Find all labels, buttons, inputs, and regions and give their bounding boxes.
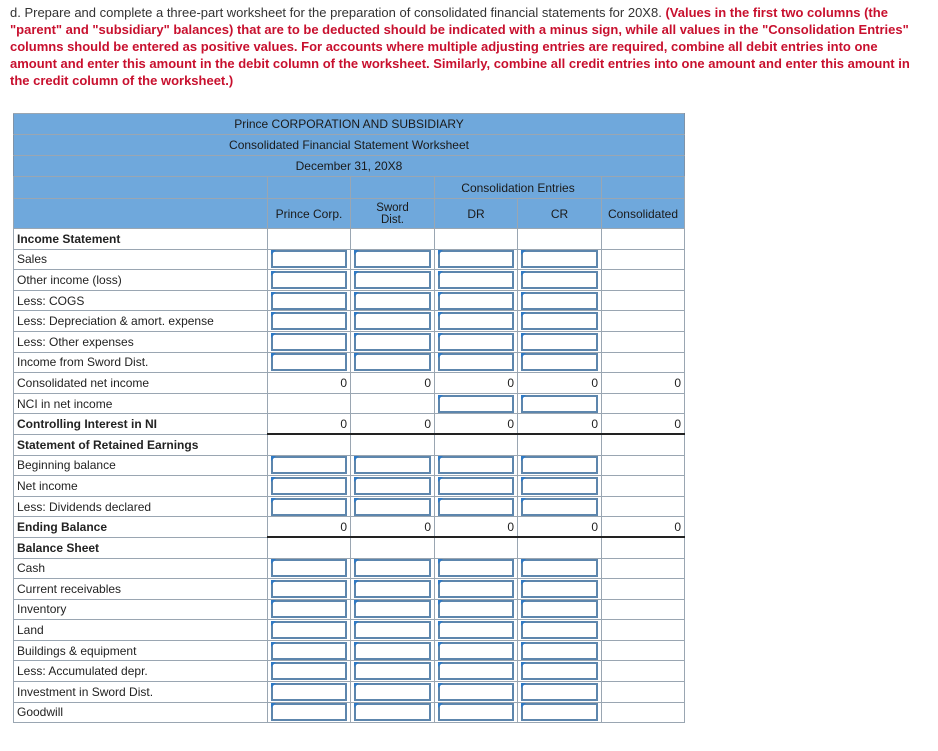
total-value: 0 (268, 414, 351, 435)
table-row (14, 640, 685, 661)
col-subsidiary (351, 199, 435, 229)
row-label-depreciation: Less: Depreciation & amort. expense (14, 311, 268, 332)
table-row (14, 579, 685, 600)
row-label-land: Land (14, 620, 268, 641)
input-dividends-cr[interactable] (521, 498, 598, 516)
col-subsidiary-line1: Sword (376, 201, 409, 214)
input-other-expenses-parent[interactable] (271, 333, 347, 351)
total-value: 0 (268, 373, 351, 394)
total-value: 0 (435, 414, 518, 435)
row-label-income-sword: Income from Sword Dist. (14, 352, 268, 373)
input-investment-cr[interactable] (521, 683, 598, 701)
input-beginning-balance-cr[interactable] (521, 456, 598, 474)
row-label-dividends: Less: Dividends declared (14, 496, 268, 517)
input-other-expenses-dr[interactable] (438, 333, 514, 351)
total-value: 0 (602, 373, 685, 394)
total-value: 0 (435, 373, 518, 394)
total-value: 0 (435, 517, 518, 538)
input-depreciation-parent[interactable] (271, 312, 347, 330)
input-goodwill-dr[interactable] (438, 703, 514, 721)
input-dividends-parent[interactable] (271, 498, 347, 516)
col-parent: Prince Corp. (268, 199, 351, 229)
section-income-statement: Income Statement (14, 229, 268, 250)
input-land-cr[interactable] (521, 621, 598, 639)
table-row (14, 373, 685, 394)
row-label-net-income: Net income (14, 476, 268, 497)
table-row (14, 455, 685, 476)
col-consolidated: Consolidated (602, 199, 685, 229)
input-income-sword-parent[interactable] (271, 353, 347, 371)
worksheet-date: December 31, 20X8 (14, 156, 685, 177)
company-name: Prince CORPORATION AND SUBSIDIARY (14, 114, 685, 135)
input-land-parent[interactable] (271, 621, 347, 639)
table-row (14, 331, 685, 352)
header-spacer (14, 177, 268, 199)
input-inventory-dr[interactable] (438, 600, 514, 618)
consolidation-worksheet (13, 113, 685, 723)
instructions-lead: d. Prepare and complete a three-part worksheet for the preparation of consolidated financial statements for 20X8. (10, 5, 662, 20)
input-net-income-cr[interactable] (521, 477, 598, 495)
total-value: 0 (351, 414, 435, 435)
total-value: 0 (518, 373, 602, 394)
row-label-inventory: Inventory (14, 599, 268, 620)
input-cash-sub[interactable] (354, 559, 431, 577)
table-row (14, 682, 685, 703)
row-label-sales: Sales (14, 249, 268, 270)
input-land-sub[interactable] (354, 621, 431, 639)
worksheet-title: Consolidated Financial Statement Worksheet (14, 135, 685, 156)
input-other-income-cr[interactable] (521, 271, 598, 289)
row-label-cash: Cash (14, 558, 268, 579)
row-label-consolidated-ni: Consolidated net income (14, 373, 268, 394)
table-row (14, 537, 685, 558)
input-sales-parent[interactable] (271, 250, 347, 268)
input-receivables-parent[interactable] (271, 580, 347, 598)
input-nci-ni-cr[interactable] (521, 395, 598, 413)
total-value: 0 (351, 373, 435, 394)
input-investment-dr[interactable] (438, 683, 514, 701)
input-beginning-balance-parent[interactable] (271, 456, 347, 474)
table-row (14, 352, 685, 373)
input-goodwill-parent[interactable] (271, 703, 347, 721)
input-income-sword-sub[interactable] (354, 353, 431, 371)
col-subsidiary-line2: Dist. (381, 213, 404, 226)
input-dividends-sub[interactable] (354, 498, 431, 516)
input-income-sword-cr[interactable] (521, 353, 598, 371)
input-depreciation-cr[interactable] (521, 312, 598, 330)
table-row (14, 496, 685, 517)
header-spacer (268, 177, 351, 199)
total-value: 0 (268, 517, 351, 538)
consolidation-entries-header: Consolidation Entries (435, 177, 602, 199)
input-net-income-sub[interactable] (354, 477, 431, 495)
table-row (14, 414, 685, 435)
col-cr: CR (518, 199, 602, 229)
input-other-expenses-sub[interactable] (354, 333, 431, 351)
input-depreciation-sub[interactable] (354, 312, 431, 330)
total-value: 0 (602, 414, 685, 435)
row-label-buildings: Buildings & equipment (14, 640, 268, 661)
section-retained-earnings: Statement of Retained Earnings (14, 434, 268, 455)
total-value: 0 (351, 517, 435, 538)
input-sales-cr[interactable] (521, 250, 598, 268)
table-row (14, 311, 685, 332)
total-value: 0 (518, 517, 602, 538)
input-buildings-cr[interactable] (521, 642, 598, 660)
input-cogs-dr[interactable] (438, 292, 514, 310)
row-label-accum-depr: Less: Accumulated depr. (14, 661, 268, 682)
table-row (14, 270, 685, 291)
input-inventory-cr[interactable] (521, 600, 598, 618)
row-label-investment: Investment in Sword Dist. (14, 682, 268, 703)
input-net-income-parent[interactable] (271, 477, 347, 495)
header-spacer (14, 199, 268, 229)
total-value: 0 (518, 414, 602, 435)
table-row (14, 434, 685, 455)
table-row (14, 249, 685, 270)
input-cogs-parent[interactable] (271, 292, 347, 310)
table-row (14, 517, 685, 538)
row-label-controlling-ni: Controlling Interest in NI (14, 414, 268, 435)
table-row (14, 702, 685, 723)
input-cash-cr[interactable] (521, 559, 598, 577)
table-row (14, 620, 685, 641)
input-buildings-parent[interactable] (271, 642, 347, 660)
table-row (14, 599, 685, 620)
input-inventory-parent[interactable] (271, 600, 347, 618)
row-label-ending-balance: Ending Balance (14, 517, 268, 538)
input-depreciation-dr[interactable] (438, 312, 514, 330)
row-label-other-income: Other income (loss) (14, 270, 268, 291)
input-dividends-dr[interactable] (438, 498, 514, 516)
input-cash-parent[interactable] (271, 559, 347, 577)
input-investment-parent[interactable] (271, 683, 347, 701)
col-dr: DR (435, 199, 518, 229)
input-buildings-sub[interactable] (354, 642, 431, 660)
input-beginning-balance-sub[interactable] (354, 456, 431, 474)
table-row (14, 661, 685, 682)
input-beginning-balance-dr[interactable] (438, 456, 514, 474)
table-row (14, 476, 685, 497)
input-land-dr[interactable] (438, 621, 514, 639)
input-other-income-sub[interactable] (354, 271, 431, 289)
input-buildings-dr[interactable] (438, 642, 514, 660)
input-receivables-cr[interactable] (521, 580, 598, 598)
input-goodwill-sub[interactable] (354, 703, 431, 721)
instructions-emphasis: (Values in the first two columns (the "parent" and "subsidiary" balances) that are to be deducted should be indicated with a minus sign, while all values in the "Consolidation Entries" columns should be entered as positive values. For accounts where multiple adjusting entries are required, combine all debit entries into one amount and enter this amount in the debit column of the worksheet. Similarly, combine all credit entries into one amount and enter this amount in the credit column of the worksheet.) (10, 5, 910, 88)
input-accum-depr-dr[interactable] (438, 662, 514, 680)
input-receivables-sub[interactable] (354, 580, 431, 598)
input-other-income-parent[interactable] (271, 271, 347, 289)
input-investment-sub[interactable] (354, 683, 431, 701)
row-label-other-expenses: Less: Other expenses (14, 331, 268, 352)
input-sales-dr[interactable] (438, 250, 514, 268)
row-label-cogs: Less: COGS (14, 290, 268, 311)
table-row (14, 393, 685, 414)
row-label-beginning-balance: Beginning balance (14, 455, 268, 476)
input-other-income-dr[interactable] (438, 271, 514, 289)
input-receivables-dr[interactable] (438, 580, 514, 598)
input-cash-dr[interactable] (438, 559, 514, 577)
input-other-expenses-cr[interactable] (521, 333, 598, 351)
total-value: 0 (602, 517, 685, 538)
row-label-goodwill: Goodwill (14, 702, 268, 723)
input-inventory-sub[interactable] (354, 600, 431, 618)
header-spacer (602, 177, 685, 199)
instructions (10, 4, 910, 89)
header-spacer (351, 177, 435, 199)
table-row (14, 558, 685, 579)
input-accum-depr-sub[interactable] (354, 662, 431, 680)
section-balance-sheet: Balance Sheet (14, 537, 268, 558)
row-label-nci-ni: NCI in net income (14, 393, 268, 414)
input-income-sword-dr[interactable] (438, 353, 514, 371)
input-accum-depr-parent[interactable] (271, 662, 347, 680)
input-goodwill-cr[interactable] (521, 703, 598, 721)
table-row (14, 229, 685, 250)
input-cogs-cr[interactable] (521, 292, 598, 310)
table-row (14, 290, 685, 311)
input-nci-ni-dr[interactable] (438, 395, 514, 413)
input-net-income-dr[interactable] (438, 477, 514, 495)
input-cogs-sub[interactable] (354, 292, 431, 310)
row-label-receivables: Current receivables (14, 579, 268, 600)
input-accum-depr-cr[interactable] (521, 662, 598, 680)
input-sales-sub[interactable] (354, 250, 431, 268)
